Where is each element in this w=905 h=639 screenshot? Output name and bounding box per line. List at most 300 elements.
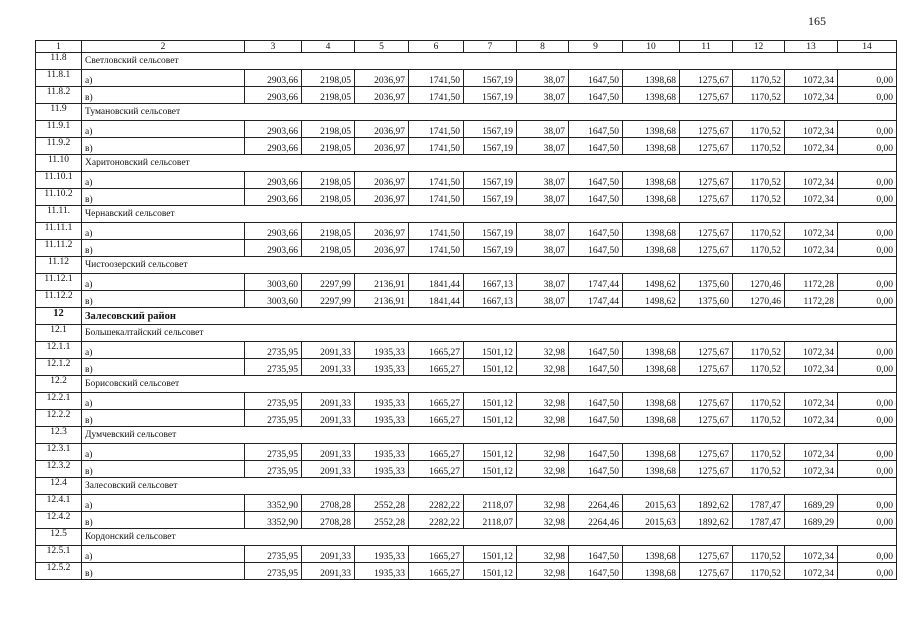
value-cell: 1647,50 bbox=[569, 240, 623, 257]
value-cell: 1841,44 bbox=[409, 291, 464, 308]
value-cell: 2091,33 bbox=[302, 342, 355, 359]
value-cell: 1935,33 bbox=[355, 444, 409, 461]
value-cell: 2903,66 bbox=[245, 189, 302, 206]
value-cell: 0,00 bbox=[838, 444, 897, 461]
column-header: 13 bbox=[785, 41, 838, 53]
section-name: Харитоновский сельсовет bbox=[82, 155, 897, 172]
value-cell: 1072,34 bbox=[785, 359, 838, 376]
column-header: 12 bbox=[733, 41, 785, 53]
section-name: Тумановский сельсовет bbox=[82, 104, 897, 121]
section-name: Борисовский сельсовет bbox=[82, 376, 897, 393]
row-label: в) bbox=[82, 359, 245, 376]
section-code: 11.12 bbox=[36, 257, 82, 274]
column-header: 7 bbox=[464, 41, 517, 53]
value-cell: 3352,90 bbox=[245, 512, 302, 529]
value-cell: 1072,34 bbox=[785, 563, 838, 580]
value-cell: 1647,50 bbox=[569, 87, 623, 104]
row-label: в) bbox=[82, 291, 245, 308]
value-cell: 1741,50 bbox=[409, 121, 464, 138]
value-cell: 1170,52 bbox=[733, 240, 785, 257]
value-cell: 1747,44 bbox=[569, 291, 623, 308]
value-cell: 0,00 bbox=[838, 393, 897, 410]
table-row bbox=[36, 240, 897, 257]
section-code: 11.8 bbox=[36, 53, 82, 70]
row-code: 11.8.2 bbox=[36, 87, 82, 104]
value-cell: 1501,12 bbox=[464, 342, 517, 359]
value-cell: 32,98 bbox=[517, 461, 569, 478]
column-header: 4 bbox=[302, 41, 355, 53]
value-cell: 2282,22 bbox=[409, 495, 464, 512]
table-row bbox=[36, 444, 897, 461]
section-name: Светловский сельсовет bbox=[82, 53, 897, 70]
value-cell: 1892,62 bbox=[680, 495, 733, 512]
value-cell: 1501,12 bbox=[464, 359, 517, 376]
value-cell: 1892,62 bbox=[680, 512, 733, 529]
section-code: 11.10 bbox=[36, 155, 82, 172]
section-row bbox=[36, 104, 897, 121]
value-cell: 2198,05 bbox=[302, 240, 355, 257]
value-cell: 1170,52 bbox=[733, 172, 785, 189]
section-code: 11.11. bbox=[36, 206, 82, 223]
value-cell: 0,00 bbox=[838, 87, 897, 104]
value-cell: 2091,33 bbox=[302, 563, 355, 580]
value-cell: 1398,68 bbox=[623, 546, 680, 563]
section-name: Чернавский сельсовет bbox=[82, 206, 897, 223]
row-code: 11.9.2 bbox=[36, 138, 82, 155]
value-cell: 1398,68 bbox=[623, 189, 680, 206]
value-cell: 1647,50 bbox=[569, 172, 623, 189]
table-row bbox=[36, 495, 897, 512]
value-cell: 1501,12 bbox=[464, 546, 517, 563]
value-cell: 1275,67 bbox=[680, 189, 733, 206]
table-row bbox=[36, 70, 897, 87]
value-cell: 1375,60 bbox=[680, 274, 733, 291]
row-code: 11.10.1 bbox=[36, 172, 82, 189]
value-cell: 2036,97 bbox=[355, 189, 409, 206]
row-label: а) bbox=[82, 495, 245, 512]
value-cell: 0,00 bbox=[838, 138, 897, 155]
value-cell: 0,00 bbox=[838, 189, 897, 206]
value-cell: 1275,67 bbox=[680, 121, 733, 138]
row-label: в) bbox=[82, 240, 245, 257]
value-cell: 1275,67 bbox=[680, 461, 733, 478]
section-row bbox=[36, 257, 897, 274]
value-cell: 2903,66 bbox=[245, 240, 302, 257]
value-cell: 2091,33 bbox=[302, 546, 355, 563]
value-cell: 2264,46 bbox=[569, 512, 623, 529]
value-cell: 1567,19 bbox=[464, 172, 517, 189]
value-cell: 2136,91 bbox=[355, 291, 409, 308]
value-cell: 38,07 bbox=[517, 87, 569, 104]
table-row bbox=[36, 223, 897, 240]
value-cell: 1935,33 bbox=[355, 410, 409, 427]
row-code: 11.10.2 bbox=[36, 189, 82, 206]
value-cell: 1398,68 bbox=[623, 240, 680, 257]
value-cell: 1170,52 bbox=[733, 444, 785, 461]
section-row bbox=[36, 155, 897, 172]
value-cell: 3003,60 bbox=[245, 291, 302, 308]
table-row bbox=[36, 274, 897, 291]
section-name: Думчевский сельсовет bbox=[82, 427, 897, 444]
value-cell: 1275,67 bbox=[680, 444, 733, 461]
page-number: 165 bbox=[808, 14, 826, 28]
value-cell: 1170,52 bbox=[733, 121, 785, 138]
section-code: 11.9 bbox=[36, 104, 82, 121]
value-cell: 2091,33 bbox=[302, 359, 355, 376]
value-cell: 1567,19 bbox=[464, 87, 517, 104]
row-code: 12.1.2 bbox=[36, 359, 82, 376]
value-cell: 1398,68 bbox=[623, 223, 680, 240]
value-cell: 2297,99 bbox=[302, 274, 355, 291]
value-cell: 1170,52 bbox=[733, 189, 785, 206]
value-cell: 1072,34 bbox=[785, 138, 838, 155]
value-cell: 38,07 bbox=[517, 121, 569, 138]
value-cell: 1275,67 bbox=[680, 546, 733, 563]
value-cell: 1072,34 bbox=[785, 461, 838, 478]
section-row bbox=[36, 529, 897, 546]
value-cell: 1647,50 bbox=[569, 223, 623, 240]
value-cell: 2282,22 bbox=[409, 512, 464, 529]
value-cell: 1072,34 bbox=[785, 240, 838, 257]
section-name: Залесовский район bbox=[82, 308, 897, 325]
value-cell: 38,07 bbox=[517, 138, 569, 155]
table-row bbox=[36, 546, 897, 563]
value-cell: 1170,52 bbox=[733, 410, 785, 427]
value-cell: 1741,50 bbox=[409, 240, 464, 257]
value-cell: 1275,67 bbox=[680, 223, 733, 240]
value-cell: 0,00 bbox=[838, 172, 897, 189]
value-cell: 1170,52 bbox=[733, 70, 785, 87]
column-header: 8 bbox=[517, 41, 569, 53]
value-cell: 1665,27 bbox=[409, 444, 464, 461]
row-label: а) bbox=[82, 121, 245, 138]
value-cell: 38,07 bbox=[517, 189, 569, 206]
row-code: 11.8.1 bbox=[36, 70, 82, 87]
value-cell: 38,07 bbox=[517, 240, 569, 257]
value-cell: 1398,68 bbox=[623, 172, 680, 189]
row-label: в) bbox=[82, 87, 245, 104]
value-cell: 2903,66 bbox=[245, 121, 302, 138]
value-cell: 32,98 bbox=[517, 495, 569, 512]
row-label: в) bbox=[82, 410, 245, 427]
section-row bbox=[36, 376, 897, 393]
row-code: 12.5.1 bbox=[36, 546, 82, 563]
value-cell: 2091,33 bbox=[302, 393, 355, 410]
value-cell: 2903,66 bbox=[245, 223, 302, 240]
row-code: 12.5.2 bbox=[36, 563, 82, 580]
value-cell: 2118,07 bbox=[464, 495, 517, 512]
value-cell: 1665,27 bbox=[409, 410, 464, 427]
table-row bbox=[36, 410, 897, 427]
value-cell: 1275,67 bbox=[680, 393, 733, 410]
row-label: в) bbox=[82, 138, 245, 155]
value-cell: 1567,19 bbox=[464, 121, 517, 138]
value-cell: 2036,97 bbox=[355, 223, 409, 240]
value-cell: 2136,91 bbox=[355, 274, 409, 291]
value-cell: 2708,28 bbox=[302, 495, 355, 512]
table-row bbox=[36, 172, 897, 189]
value-cell: 1170,52 bbox=[733, 342, 785, 359]
value-cell: 2198,05 bbox=[302, 87, 355, 104]
value-cell: 0,00 bbox=[838, 546, 897, 563]
section-row bbox=[36, 427, 897, 444]
value-cell: 1647,50 bbox=[569, 410, 623, 427]
column-header: 5 bbox=[355, 41, 409, 53]
value-cell: 1689,29 bbox=[785, 495, 838, 512]
value-cell: 1398,68 bbox=[623, 393, 680, 410]
value-cell: 1647,50 bbox=[569, 121, 623, 138]
value-cell: 1741,50 bbox=[409, 223, 464, 240]
value-cell: 2735,95 bbox=[245, 359, 302, 376]
value-cell: 2735,95 bbox=[245, 342, 302, 359]
value-cell: 2903,66 bbox=[245, 70, 302, 87]
value-cell: 1665,27 bbox=[409, 563, 464, 580]
value-cell: 0,00 bbox=[838, 240, 897, 257]
value-cell: 1741,50 bbox=[409, 172, 464, 189]
value-cell: 32,98 bbox=[517, 410, 569, 427]
value-cell: 1567,19 bbox=[464, 70, 517, 87]
value-cell: 1689,29 bbox=[785, 512, 838, 529]
value-cell: 1647,50 bbox=[569, 359, 623, 376]
value-cell: 0,00 bbox=[838, 461, 897, 478]
value-cell: 38,07 bbox=[517, 172, 569, 189]
section-name: Залесовский сельсовет bbox=[82, 478, 897, 495]
value-cell: 1072,34 bbox=[785, 172, 838, 189]
table-row bbox=[36, 393, 897, 410]
value-cell: 1647,50 bbox=[569, 342, 623, 359]
value-cell: 1275,67 bbox=[680, 359, 733, 376]
value-cell: 1935,33 bbox=[355, 563, 409, 580]
table-row bbox=[36, 189, 897, 206]
value-cell: 1647,50 bbox=[569, 189, 623, 206]
value-cell: 1501,12 bbox=[464, 444, 517, 461]
value-cell: 1498,62 bbox=[623, 274, 680, 291]
value-cell: 2036,97 bbox=[355, 87, 409, 104]
value-cell: 1072,34 bbox=[785, 189, 838, 206]
section-code: 12.3 bbox=[36, 427, 82, 444]
value-cell: 1170,52 bbox=[733, 87, 785, 104]
column-header: 2 bbox=[82, 41, 245, 53]
section-row bbox=[36, 478, 897, 495]
value-cell: 0,00 bbox=[838, 274, 897, 291]
section-row bbox=[36, 53, 897, 70]
value-cell: 1172,28 bbox=[785, 291, 838, 308]
value-cell: 32,98 bbox=[517, 359, 569, 376]
row-code: 12.2.1 bbox=[36, 393, 82, 410]
value-cell: 1501,12 bbox=[464, 563, 517, 580]
value-cell: 0,00 bbox=[838, 512, 897, 529]
row-label: а) bbox=[82, 342, 245, 359]
value-cell: 1741,50 bbox=[409, 138, 464, 155]
column-header: 3 bbox=[245, 41, 302, 53]
row-code: 11.11.2 bbox=[36, 240, 82, 257]
value-cell: 1170,52 bbox=[733, 393, 785, 410]
value-cell: 1567,19 bbox=[464, 138, 517, 155]
value-cell: 1935,33 bbox=[355, 359, 409, 376]
table-row bbox=[36, 291, 897, 308]
row-label: а) bbox=[82, 393, 245, 410]
value-cell: 1275,67 bbox=[680, 342, 733, 359]
value-cell: 1647,50 bbox=[569, 70, 623, 87]
value-cell: 2198,05 bbox=[302, 172, 355, 189]
section-code: 12 bbox=[36, 308, 82, 325]
column-header: 6 bbox=[409, 41, 464, 53]
value-cell: 1398,68 bbox=[623, 121, 680, 138]
value-cell: 1398,68 bbox=[623, 70, 680, 87]
column-header: 10 bbox=[623, 41, 680, 53]
value-cell: 1501,12 bbox=[464, 461, 517, 478]
value-cell: 1170,52 bbox=[733, 461, 785, 478]
value-cell: 2735,95 bbox=[245, 563, 302, 580]
column-header: 11 bbox=[680, 41, 733, 53]
value-cell: 38,07 bbox=[517, 291, 569, 308]
value-cell: 0,00 bbox=[838, 495, 897, 512]
value-cell: 2036,97 bbox=[355, 138, 409, 155]
value-cell: 1170,52 bbox=[733, 563, 785, 580]
row-code: 11.9.1 bbox=[36, 121, 82, 138]
value-cell: 1072,34 bbox=[785, 87, 838, 104]
value-cell: 32,98 bbox=[517, 342, 569, 359]
header-row bbox=[36, 41, 897, 53]
value-cell: 1741,50 bbox=[409, 70, 464, 87]
row-code: 12.1.1 bbox=[36, 342, 82, 359]
row-code: 12.3.2 bbox=[36, 461, 82, 478]
column-header: 9 bbox=[569, 41, 623, 53]
value-cell: 1375,60 bbox=[680, 291, 733, 308]
value-cell: 1170,52 bbox=[733, 359, 785, 376]
value-cell: 1170,52 bbox=[733, 223, 785, 240]
table-row bbox=[36, 563, 897, 580]
value-cell: 1072,34 bbox=[785, 444, 838, 461]
value-cell: 1567,19 bbox=[464, 189, 517, 206]
value-cell: 2118,07 bbox=[464, 512, 517, 529]
value-cell: 0,00 bbox=[838, 342, 897, 359]
value-cell: 2552,28 bbox=[355, 512, 409, 529]
value-cell: 38,07 bbox=[517, 274, 569, 291]
row-label: в) bbox=[82, 461, 245, 478]
section-row bbox=[36, 206, 897, 223]
value-cell: 1647,50 bbox=[569, 444, 623, 461]
value-cell: 1275,67 bbox=[680, 172, 733, 189]
table-row bbox=[36, 359, 897, 376]
value-cell: 2036,97 bbox=[355, 240, 409, 257]
value-cell: 32,98 bbox=[517, 563, 569, 580]
value-cell: 1498,62 bbox=[623, 291, 680, 308]
value-cell: 32,98 bbox=[517, 393, 569, 410]
value-cell: 2036,97 bbox=[355, 121, 409, 138]
value-cell: 1665,27 bbox=[409, 461, 464, 478]
value-cell: 1665,27 bbox=[409, 342, 464, 359]
value-cell: 2264,46 bbox=[569, 495, 623, 512]
value-cell: 1935,33 bbox=[355, 393, 409, 410]
value-cell: 0,00 bbox=[838, 70, 897, 87]
row-label: а) bbox=[82, 546, 245, 563]
value-cell: 1275,67 bbox=[680, 138, 733, 155]
row-label: в) bbox=[82, 189, 245, 206]
value-cell: 1398,68 bbox=[623, 138, 680, 155]
value-cell: 1935,33 bbox=[355, 461, 409, 478]
table-row bbox=[36, 121, 897, 138]
section-code: 12.1 bbox=[36, 325, 82, 342]
value-cell: 1647,50 bbox=[569, 563, 623, 580]
value-cell: 1647,50 bbox=[569, 138, 623, 155]
value-cell: 1170,52 bbox=[733, 546, 785, 563]
value-cell: 2735,95 bbox=[245, 461, 302, 478]
value-cell: 0,00 bbox=[838, 223, 897, 240]
value-cell: 1398,68 bbox=[623, 444, 680, 461]
value-cell: 32,98 bbox=[517, 512, 569, 529]
value-cell: 1398,68 bbox=[623, 410, 680, 427]
value-cell: 1275,67 bbox=[680, 563, 733, 580]
value-cell: 1072,34 bbox=[785, 393, 838, 410]
value-cell: 2735,95 bbox=[245, 546, 302, 563]
value-cell: 0,00 bbox=[838, 121, 897, 138]
table-row bbox=[36, 461, 897, 478]
value-cell: 1665,27 bbox=[409, 546, 464, 563]
value-cell: 1567,19 bbox=[464, 223, 517, 240]
value-cell: 2036,97 bbox=[355, 172, 409, 189]
value-cell: 38,07 bbox=[517, 70, 569, 87]
value-cell: 1275,67 bbox=[680, 87, 733, 104]
value-cell: 2015,63 bbox=[623, 495, 680, 512]
value-cell: 1787,47 bbox=[733, 512, 785, 529]
value-cell: 1398,68 bbox=[623, 87, 680, 104]
section-name: Кордонский сельсовет bbox=[82, 529, 897, 546]
row-label: в) bbox=[82, 563, 245, 580]
value-cell: 38,07 bbox=[517, 223, 569, 240]
value-cell: 32,98 bbox=[517, 546, 569, 563]
row-label: а) bbox=[82, 444, 245, 461]
value-cell: 2198,05 bbox=[302, 189, 355, 206]
value-cell: 1072,34 bbox=[785, 223, 838, 240]
value-cell: 1747,44 bbox=[569, 274, 623, 291]
value-cell: 1647,50 bbox=[569, 546, 623, 563]
value-cell: 1665,27 bbox=[409, 393, 464, 410]
value-cell: 1741,50 bbox=[409, 189, 464, 206]
value-cell: 1072,34 bbox=[785, 121, 838, 138]
value-cell: 1741,50 bbox=[409, 87, 464, 104]
value-cell: 1647,50 bbox=[569, 461, 623, 478]
value-cell: 1935,33 bbox=[355, 342, 409, 359]
value-cell: 1275,67 bbox=[680, 410, 733, 427]
table-row bbox=[36, 87, 897, 104]
value-cell: 2198,05 bbox=[302, 138, 355, 155]
value-cell: 1072,34 bbox=[785, 546, 838, 563]
section-name: Большекалтайский сельсовет bbox=[82, 325, 897, 342]
section-code: 12.5 bbox=[36, 529, 82, 546]
value-cell: 1647,50 bbox=[569, 393, 623, 410]
table-row bbox=[36, 138, 897, 155]
value-cell: 3352,90 bbox=[245, 495, 302, 512]
value-cell: 2015,63 bbox=[623, 512, 680, 529]
value-cell: 1398,68 bbox=[623, 342, 680, 359]
row-label: а) bbox=[82, 172, 245, 189]
value-cell: 1072,34 bbox=[785, 342, 838, 359]
value-cell: 1398,68 bbox=[623, 563, 680, 580]
section-row bbox=[36, 325, 897, 342]
tariff-table bbox=[35, 40, 897, 580]
table-row bbox=[36, 512, 897, 529]
value-cell: 0,00 bbox=[838, 563, 897, 580]
section-name: Чистоозерский сельсовет bbox=[82, 257, 897, 274]
value-cell: 1275,67 bbox=[680, 70, 733, 87]
row-code: 12.3.1 bbox=[36, 444, 82, 461]
column-header: 14 bbox=[838, 41, 897, 53]
table-row bbox=[36, 342, 897, 359]
value-cell: 1667,13 bbox=[464, 291, 517, 308]
value-cell: 1275,67 bbox=[680, 240, 733, 257]
value-cell: 1398,68 bbox=[623, 461, 680, 478]
